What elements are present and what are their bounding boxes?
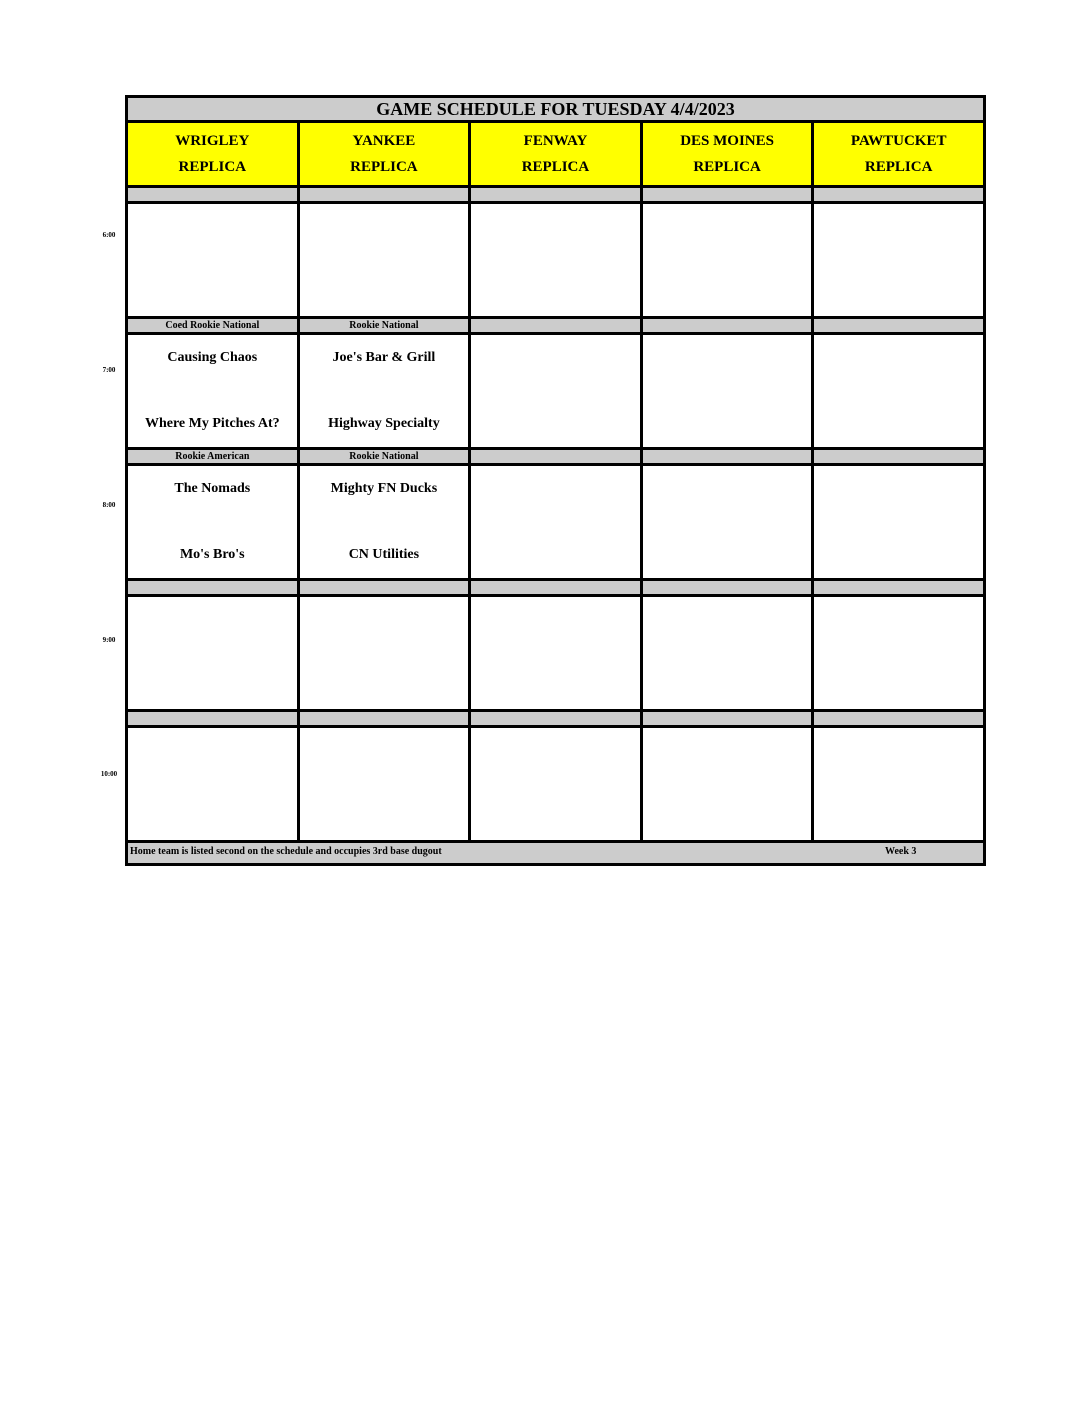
title-row: [127, 97, 985, 122]
game-cell: [813, 596, 985, 711]
game-cell: [813, 334, 985, 449]
division-label: Rookie National: [298, 318, 470, 334]
home-team: Mo's Bro's: [179, 547, 245, 562]
division-label: [813, 318, 985, 334]
time-label-7: 7:00: [102, 366, 116, 374]
division-label: [470, 449, 642, 465]
game-cell: [298, 203, 470, 318]
division-row-7: [127, 318, 985, 334]
time-label-6: 6:00: [102, 231, 116, 239]
division-row-6: [127, 187, 985, 203]
field-name: DES MOINES: [680, 133, 774, 149]
away-team: Joe's Bar & Grill: [332, 350, 436, 365]
division-label: [813, 711, 985, 727]
division-label: [641, 580, 813, 596]
schedule-title: GAME SCHEDULE FOR TUESDAY 4/4/2023: [127, 97, 985, 122]
time-label-9: 9:00: [102, 636, 116, 644]
division-label: [470, 711, 642, 727]
game-cell: [470, 596, 642, 711]
division-row-10: [127, 711, 985, 727]
division-label: [127, 187, 299, 203]
time-label-10: 10:00: [100, 770, 118, 778]
game-cell: [470, 203, 642, 318]
footer-row: [127, 842, 985, 865]
game-cell: [641, 596, 813, 711]
week-label: Week 3: [885, 846, 917, 857]
division-label: Rookie American: [127, 449, 299, 465]
division-row-8: [127, 449, 985, 465]
field-header-row: [127, 122, 985, 187]
field-name: FENWAY: [523, 133, 588, 149]
game-cell: [470, 334, 642, 449]
time-label-8: 8:00: [102, 501, 116, 509]
game-row-8: [127, 465, 985, 580]
game-cell: [127, 727, 299, 842]
away-team: Causing Chaos: [167, 350, 258, 365]
game-cell: [641, 465, 813, 580]
field-name: WRIGLEY: [175, 133, 250, 149]
game-cell: [813, 203, 985, 318]
game-cell: [641, 203, 813, 318]
game-cell: [641, 334, 813, 449]
game-cell: [470, 727, 642, 842]
field-sub: REPLICA: [864, 159, 933, 175]
game-row-7: [127, 334, 985, 449]
division-label: [641, 711, 813, 727]
game-cell: [298, 596, 470, 711]
schedule-sheet: [125, 95, 986, 866]
field-sub: REPLICA: [521, 159, 590, 175]
home-team: CN Utilities: [348, 547, 420, 562]
division-label: [298, 187, 470, 203]
field-sub: REPLICA: [693, 159, 761, 175]
field-header-yankee: [298, 122, 470, 187]
game-cell: [127, 465, 299, 580]
away-team: The Nomads: [174, 481, 251, 496]
division-label: Coed Rookie National: [127, 318, 299, 334]
field-header-wrigley: [127, 122, 299, 187]
division-label: [641, 318, 813, 334]
division-label: [127, 711, 299, 727]
footer-note: Home team is listed second on the schedule and occupies 3rd base dugout: [130, 846, 442, 857]
game-row-9: [127, 596, 985, 711]
division-label: [470, 580, 642, 596]
division-label: [813, 580, 985, 596]
field-header-fenway: [470, 122, 642, 187]
home-team: Where My Pitches At?: [144, 416, 280, 431]
division-label: [127, 580, 299, 596]
division-label: [470, 318, 642, 334]
game-row-6: [127, 203, 985, 318]
division-label: [298, 580, 470, 596]
game-cell: [127, 596, 299, 711]
game-cell: [813, 727, 985, 842]
field-header-des-moines: [641, 122, 813, 187]
division-label: [641, 187, 813, 203]
field-sub: REPLICA: [178, 159, 247, 175]
home-team: Highway Specialty: [328, 416, 440, 431]
division-label: [470, 187, 642, 203]
field-name: PAWTUCKET: [850, 133, 947, 149]
game-cell: [298, 465, 470, 580]
division-label: [298, 711, 470, 727]
game-cell: [470, 465, 642, 580]
field-header-pawtucket: [813, 122, 985, 187]
division-row-9: [127, 580, 985, 596]
footer-cell: [127, 842, 985, 865]
game-cell: [127, 203, 299, 318]
game-row-10: [127, 727, 985, 842]
game-cell: [813, 465, 985, 580]
game-cell: [641, 727, 813, 842]
game-cell: [127, 334, 299, 449]
division-label: [813, 187, 985, 203]
game-cell: [298, 334, 470, 449]
division-label: Rookie National: [298, 449, 470, 465]
away-team: Mighty FN Ducks: [330, 481, 438, 496]
division-label: [641, 449, 813, 465]
field-name: YANKEE: [352, 133, 416, 149]
division-label: [813, 449, 985, 465]
schedule-table: [125, 95, 986, 866]
game-cell: [298, 727, 470, 842]
field-sub: REPLICA: [350, 159, 418, 175]
